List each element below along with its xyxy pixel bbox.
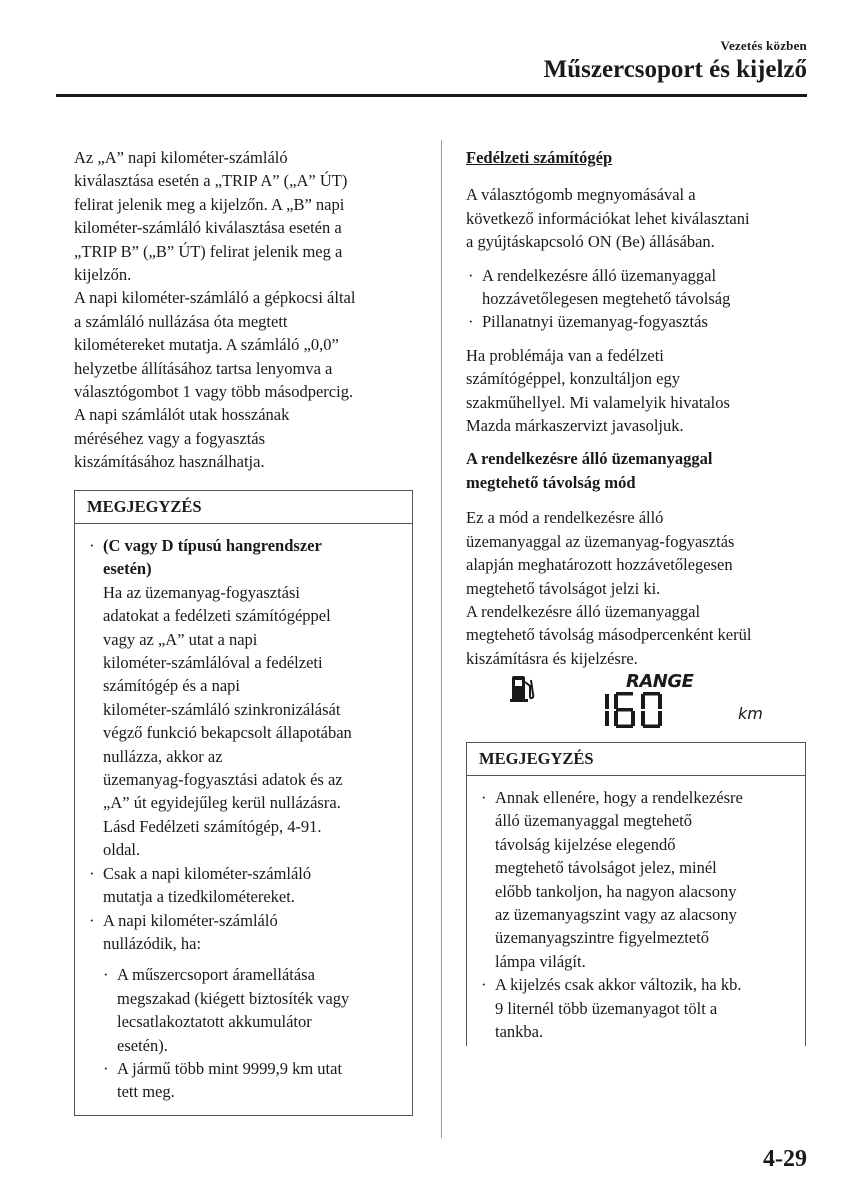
bullet-dot: · bbox=[468, 312, 474, 332]
bullet-dot: · bbox=[89, 536, 95, 555]
column-divider bbox=[441, 140, 442, 1138]
note-box-right bbox=[466, 742, 806, 1046]
note-heading: MEGJEGYZÉS bbox=[467, 743, 805, 776]
trip-reset-paragraph: A napi kilométer-számláló a gépkocsi által a számláló nullázása óta megtett kilométereket mutatja. A számláló „0,0” helyzetbe állításához tartsa lenyomva a választógombot 1 vagy több másodpercig. A napi számlálót utak hosszának méréséhez vagy a fogyasztás kiszámításához használhatja. bbox=[74, 288, 356, 472]
list-item: · Pillanatnyi üzemanyag-fogyasztás bbox=[466, 310, 811, 333]
note-body bbox=[467, 776, 805, 1043]
bullet-dot: · bbox=[89, 863, 95, 883]
section-header: Vezetés közben bbox=[720, 38, 807, 53]
bullet-dot: · bbox=[468, 265, 474, 285]
page-title: Műszercsoport és kijelző bbox=[543, 56, 807, 83]
bullet-dot: · bbox=[103, 965, 109, 985]
note-sub-list bbox=[87, 963, 402, 1103]
bullet-dot: · bbox=[89, 910, 95, 930]
trip-computer-intro: A választógomb megnyomásával a következő információkat lehet kiválasztani a gyújtáskapcsoló ON (Be) állásában. bbox=[466, 185, 750, 252]
page-number: 4-29 bbox=[763, 1146, 807, 1172]
note-bullet: · A napi kilométer-számláló nullázódik, ha: bbox=[89, 910, 278, 953]
fuel-pump-icon bbox=[510, 672, 536, 704]
range-label: RANGE bbox=[626, 671, 694, 693]
bullet-dot: · bbox=[481, 975, 487, 995]
note-heading: MEGJEGYZÉS bbox=[75, 491, 412, 524]
note-box-left bbox=[74, 490, 413, 1116]
section-heading-range-mode: A rendelkezésre álló üzemanyaggal megtehető távolság mód bbox=[466, 449, 713, 492]
range-value-digits bbox=[602, 692, 672, 728]
right-column bbox=[466, 146, 811, 736]
bullet-dot: · bbox=[481, 788, 487, 807]
range-calc-paragraph: A rendelkezésre álló üzemanyaggal megtehető távolság másodpercenként kerül kiszámításra és kijelzésre. bbox=[466, 601, 752, 668]
range-unit-label: km bbox=[738, 704, 763, 724]
range-display-illustration bbox=[466, 670, 811, 736]
left-column bbox=[74, 146, 414, 474]
header-rule bbox=[56, 94, 807, 97]
note-bullet: · Annak ellenére, hogy a rendelkezésre álló üzemanyaggal megtehető távolság kijelzése elegendő megtehető távolságot jelez, minél előbb tankoljon, ha nagyon alacsony az üzemanyagszint vagy az alacsony üzemanyagszintre figyelmeztető lámpa világít. bbox=[481, 788, 743, 971]
note-bullet: · (C vagy D típusú hangrendszer esetén) Ha az üzemanyag-fogyasztási adatokat a fedélzeti számítógéppel vagy az „A” utat a napi kilométer-számlálóval a fedélzeti számítógép és a napi kilométer-számláló szinkronizálását végző funkció bekapcsolt állapotában nullázza, akkor az üzemanyag-fogyasztási adatok és az „A” út egyidejűleg kerül nullázásra. Lásd Fedélzeti számítógép, 4-91. oldal. bbox=[89, 536, 352, 860]
trip-selection-paragraph: Az „A” napi kilométer-számláló kiválasztása esetén a „TRIP A” („A” ÚT) felirat jelenik meg a kijelzőn. A „B” napi kilométer-számláló kiválasztása esetén a „TRIP B” („B” ÚT) felirat jelenik meg a kijelzőn. bbox=[74, 148, 348, 285]
section-heading-trip-computer: Fedélzeti számítógép bbox=[466, 148, 613, 167]
range-mode-paragraph: Ez a mód a rendelkezésre álló üzemanyaggal az üzemanyag-fogyasztás alapján meghatározott hozzávetőlegesen megtehető távolságot jelzi ki. bbox=[466, 508, 735, 598]
note-bullet: · A kijelzés csak akkor változik, ha kb. 9 liternél több üzemanyagot tölt a tankba. bbox=[481, 975, 742, 1042]
problem-paragraph: Ha problémája van a fedélzeti számítógéppel, konzultáljon egy szakműhellyel. Mi valamelyik hivatalos Mazda márkaszervizt javasoljuk. bbox=[466, 345, 730, 436]
list-item: · A rendelkezésre álló üzemanyaggal hozzávetőlegesen megtehető távolság bbox=[468, 265, 731, 309]
bullet-dot: · bbox=[103, 1058, 109, 1078]
note-body bbox=[75, 524, 412, 1104]
note-sub-bullet: · A műszercsoport áramellátása megszakad (kiégett biztosíték vagy lecsatlakoztatott akkumulátor esetén). bbox=[103, 965, 350, 1055]
note-bullet: · Csak a napi kilométer-számláló mutatja a tizedkilométereket. bbox=[89, 863, 312, 907]
note-sub-bullet: · A jármű több mint 9999,9 km utat tett meg. bbox=[103, 1058, 343, 1102]
